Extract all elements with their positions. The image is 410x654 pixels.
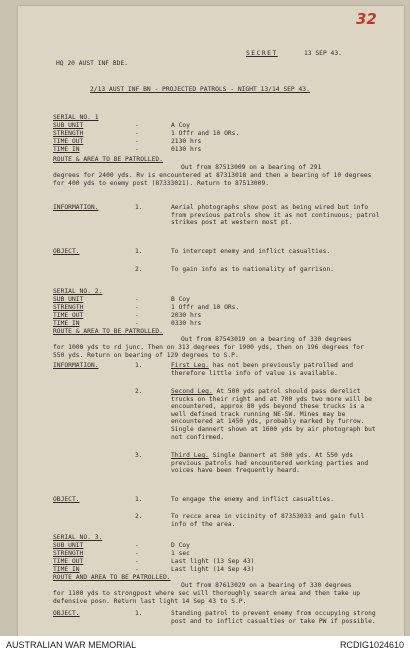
serial-2-information-2: 2. Second Leg. At 500 yds patrol should pass derelict trucks on their right and at 700 yds two more will be encountered, approx 80 yds beyond these trucks is a well defined track running NE-SW. Mines may be encountered at 1450 yds, probably marked by furrow. Single dannert shown at 1600 yds by air photograph but not confirmed. bbox=[135, 388, 376, 441]
serial-1-row: TIME OUT - 2130 hrs bbox=[53, 138, 202, 145]
serial-2-information-1: INFORMATION. 1. First Leg. has not been previously patrolled and therefore little info of value is available. bbox=[53, 362, 353, 377]
serial-1-object-2: 2. To gain info as to nationality of garrison. bbox=[135, 266, 335, 273]
serial-3-row: TIME IN - Last light (14 Sep 43) bbox=[53, 566, 255, 573]
serial-1-object: OBJECT. 1. To intercept enemy and inflict casualties. bbox=[53, 248, 331, 255]
archive-name: AUSTRALIAN WAR MEMORIAL bbox=[6, 640, 137, 650]
serial-2-route-continuation: for 1000 yds to rd junc. Then on 313 degrees for 1900 yds, then on 196 degrees for 550 yds. Return on bearing of 129 degrees to S.P. bbox=[53, 344, 364, 359]
serial-1-route-text: Out from 87513009 on a bearing of 291 bbox=[181, 164, 322, 171]
record-id: RCDIG1024610 bbox=[339, 640, 404, 650]
serial-3-route-continuation: for 1100 yds to strongpost where sec will thoroughly search area and then take up defensive posn. Return last light 14 Sep 43 to S.P. bbox=[53, 590, 361, 605]
serial-1-row: STRENGTH - 1 Offr and 10 ORs. bbox=[53, 130, 240, 137]
serial-3-object: OBJECT. 1. Standing patrol to prevent enemy from occupying strong post and to inflict casualties or take PW if possible. bbox=[53, 610, 376, 625]
serial-3-row: SUB UNIT - D Coy bbox=[53, 542, 190, 549]
serial-2-row: STRENGTH - 1 Offr and 10 ORs. bbox=[53, 304, 240, 311]
handwritten-page-number: 32 bbox=[356, 10, 377, 28]
serial-2-row: TIME IN - 0330 hrs bbox=[53, 320, 202, 327]
serial-2-route-label: ROUTE & AREA TO BE PATROLLED. bbox=[53, 328, 163, 335]
serial-2-row: TIME OUT - 2030 hrs bbox=[53, 312, 202, 319]
serial-1-route-label: ROUTE & AREA TO BE PATROLLED. bbox=[53, 156, 163, 163]
serial-3-heading: SERIAL NO. 3. bbox=[53, 534, 103, 541]
serial-1-information: INFORMATION. 1. Aerial photographs show post as being wired but info from previous patrols show it as not continuous; patrol strikes post at western most pt. bbox=[53, 204, 380, 227]
serial-2-object-1: OBJECT. 1. To engage the enemy and inflict casualties. bbox=[53, 496, 335, 503]
serial-2-row: SUB UNIT - B Coy bbox=[53, 296, 190, 303]
serial-1-row: SUB UNIT - A Coy bbox=[53, 122, 190, 129]
serial-1-route-continuation: degrees for 2400 yds. Rv is encountered at 87313018 and then a bearing of 10 degrees for 400 yds to enemy post (87333021). Return to 87513009. bbox=[53, 172, 372, 187]
serial-3-row: STRENGTH - 1 sec bbox=[53, 550, 190, 557]
serial-2-information-3: 3. Third Leg. Single Dannert at 500 yds. At 550 yds previous patrols had encountered working parties and voices have been frequently heard. bbox=[135, 452, 369, 475]
document-date: 13 SEP 43. bbox=[304, 50, 342, 57]
serial-2-object-2: 2. To recce area in vicinity of 87353033 and gain full info of the area. bbox=[135, 513, 365, 528]
header-from: HQ 20 AUST INF BDE. bbox=[56, 60, 129, 67]
document-page bbox=[18, 6, 404, 636]
serial-1-heading: SERIAL NO. 1 bbox=[53, 114, 99, 121]
document-title: 2/13 AUST INF BN - PROJECTED PATROLS - NIGHT 13/14 SEP 43. bbox=[90, 86, 310, 93]
serial-1-row: TIME IN - 0130 hrs bbox=[53, 146, 202, 153]
serial-2-heading: SERIAL NO. 2. bbox=[53, 288, 103, 295]
serial-3-route-label: ROUTE AND AREA TO BE PATROLLED. bbox=[53, 574, 171, 581]
archive-footer bbox=[0, 636, 410, 654]
classification: SECRET bbox=[246, 50, 278, 57]
serial-2-route-text: Out from 87543019 on a bearing of 330 degrees bbox=[181, 336, 352, 343]
serial-3-route-text: Out from 87613029 on a bearing of 330 degrees bbox=[181, 582, 352, 589]
serial-3-row: TIME OUT - Last light (13 Sep 43) bbox=[53, 558, 255, 565]
